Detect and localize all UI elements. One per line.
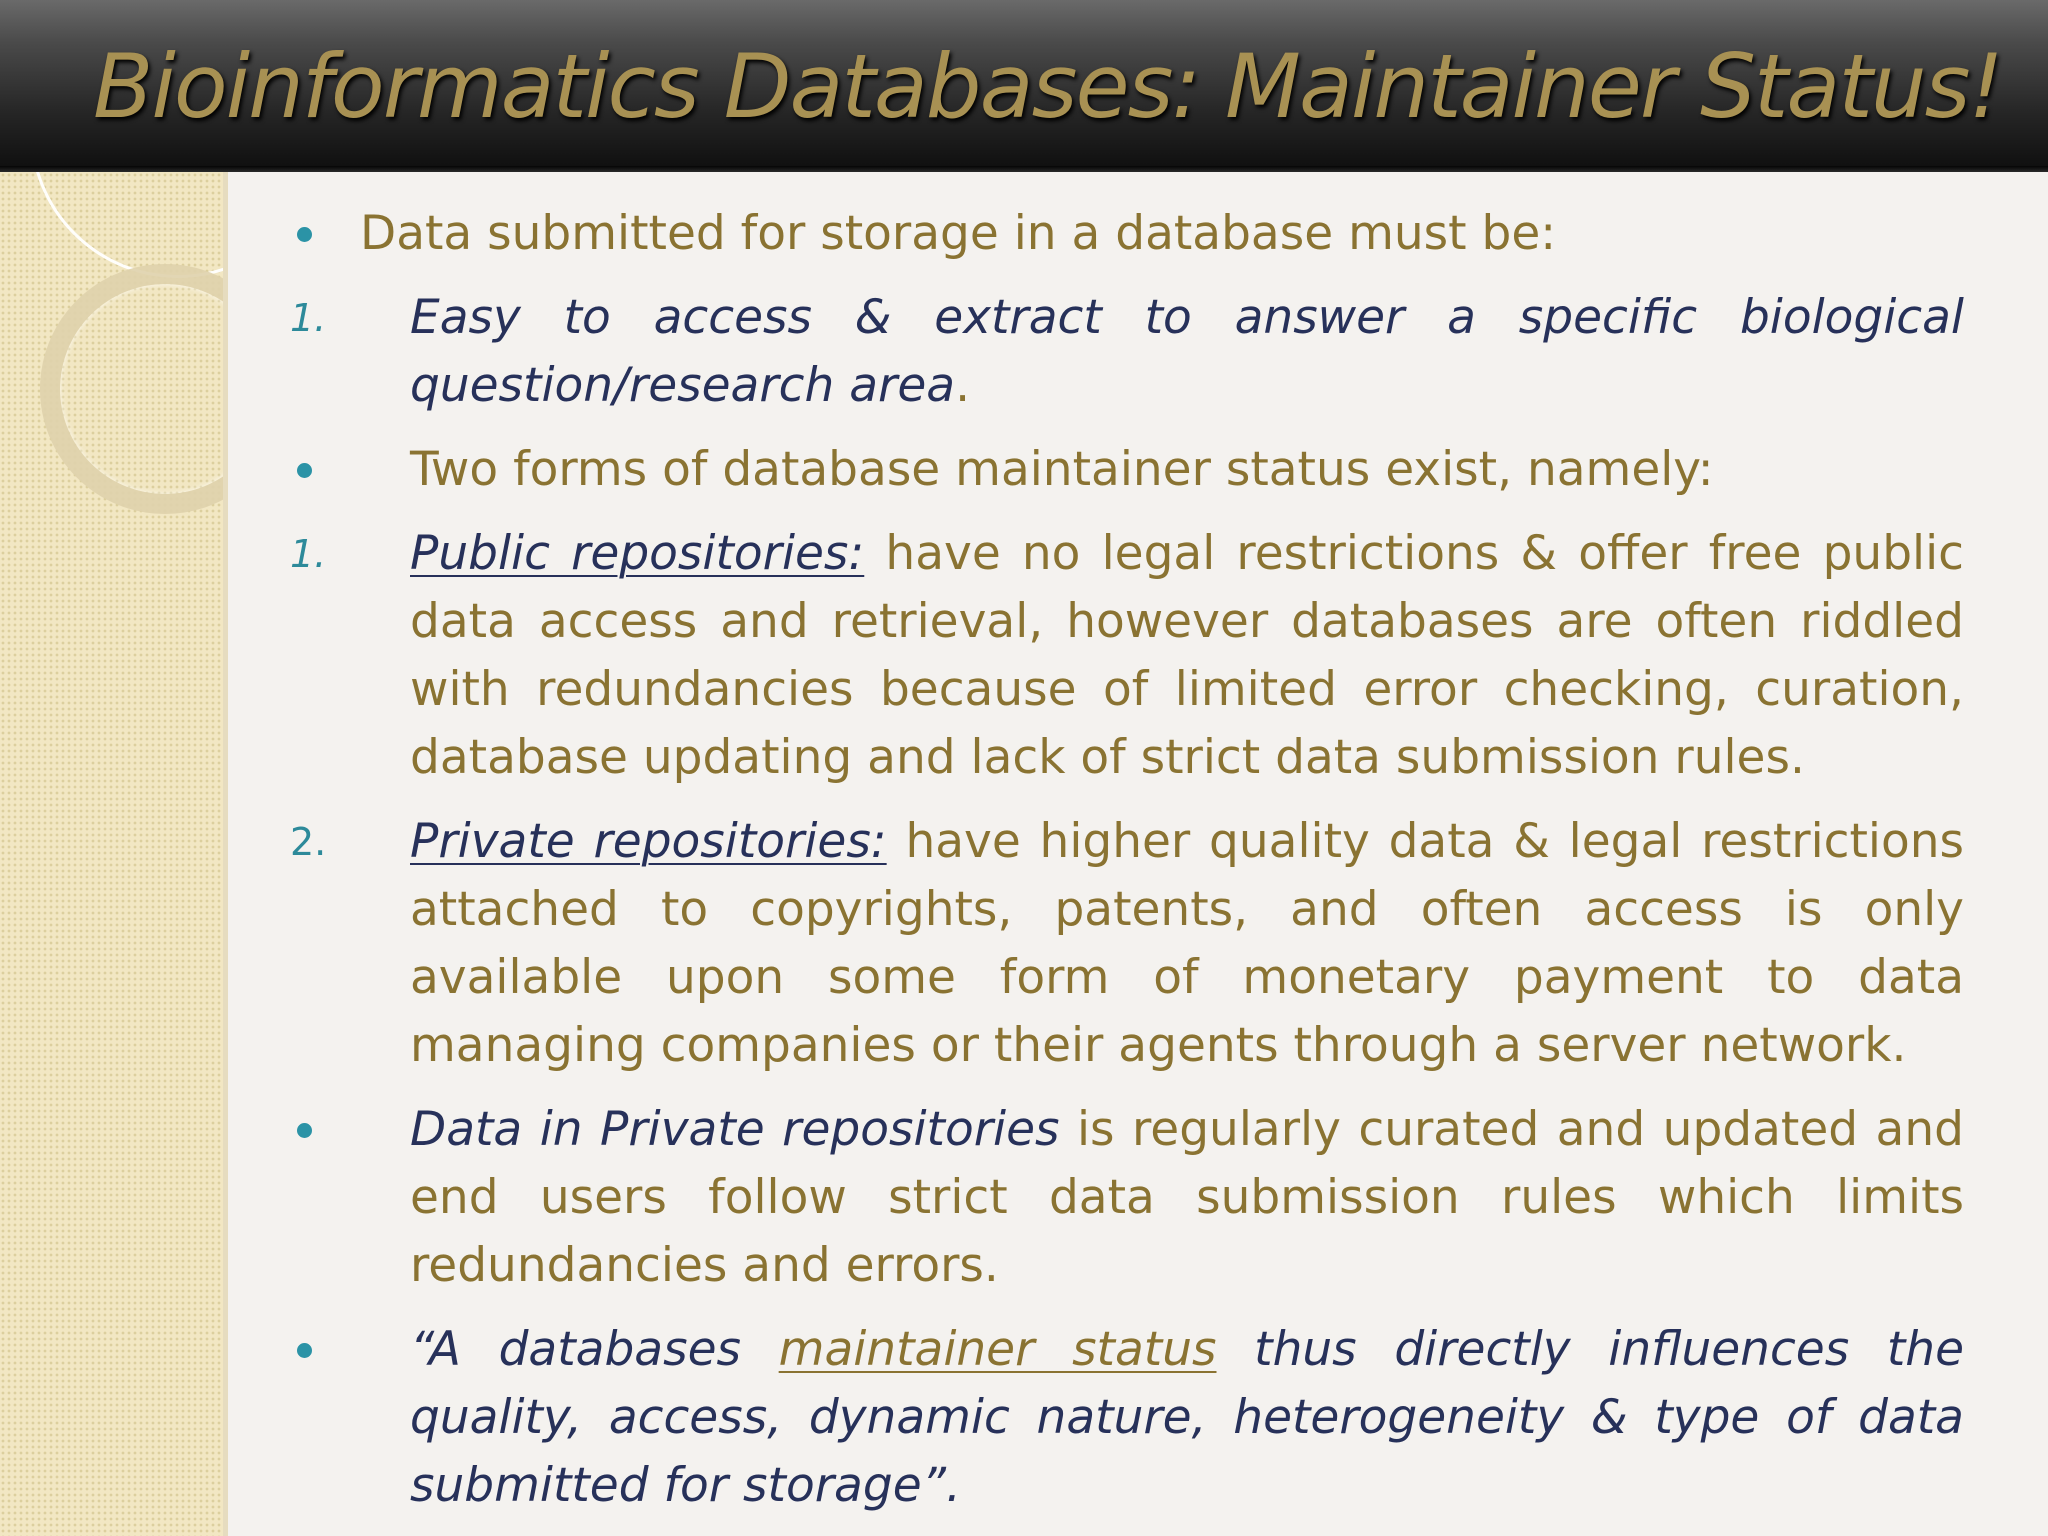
bullet-icon <box>297 227 312 242</box>
bullet-icon <box>297 1123 312 1138</box>
list-item <box>290 1316 1964 1520</box>
quote-end: thus directly influences the quality, access, dynamic nature, heterogeneity & type of data submitted for storage”. <box>410 1322 1965 1513</box>
list-item <box>290 808 1964 1080</box>
list-item <box>290 436 1964 504</box>
item-text: have no legal restrictions & offer free public data access and retrieval, however databases are often riddled with redundancies because of limited error checking, curation, database updating and lack of strict data submission rules. <box>410 526 1964 785</box>
list-item <box>290 284 1964 420</box>
item-text: have higher quality data & legal restrictions attached to copyrights, patents, and often access is only available upon some form of monetary payment to data managing companies or their agents through a server network. <box>410 814 1964 1073</box>
item-number: 2. <box>290 820 327 864</box>
quote-start: “A databases <box>410 1322 779 1377</box>
title-bar <box>0 0 2048 172</box>
item-text: Data submitted for storage in a database must be: <box>360 206 1557 261</box>
item-text: . <box>955 358 971 413</box>
list-item <box>290 520 1964 792</box>
item-term: Private repositories: <box>410 814 887 869</box>
list-item <box>290 200 1964 268</box>
decorative-sidebar <box>0 172 228 1536</box>
item-emphasis: Easy to access & extract to answer a specific biological question/research area <box>410 290 1964 413</box>
list-item <box>290 1096 1964 1300</box>
item-number: 1. <box>290 296 327 340</box>
item-text: Two forms of database maintainer status exist, namely: <box>410 442 1714 497</box>
item-number: 1. <box>290 532 327 576</box>
slide-title: Bioinformatics Databases: Maintainer Status! <box>93 35 2002 138</box>
slide-body <box>290 200 1964 1520</box>
item-term: Public repositories: <box>410 526 865 581</box>
item-text: is regularly curated and updated and end users follow strict data submission rules which limits redundancies and errors. <box>410 1102 1964 1293</box>
decorative-ring-thin <box>30 172 228 278</box>
quote-highlight: maintainer status <box>778 1322 1217 1377</box>
decorative-ring-thick <box>40 264 228 514</box>
bullet-icon <box>297 463 312 478</box>
item-emphasis: Data in Private repositories <box>410 1102 1060 1157</box>
bullet-icon <box>297 1343 312 1358</box>
